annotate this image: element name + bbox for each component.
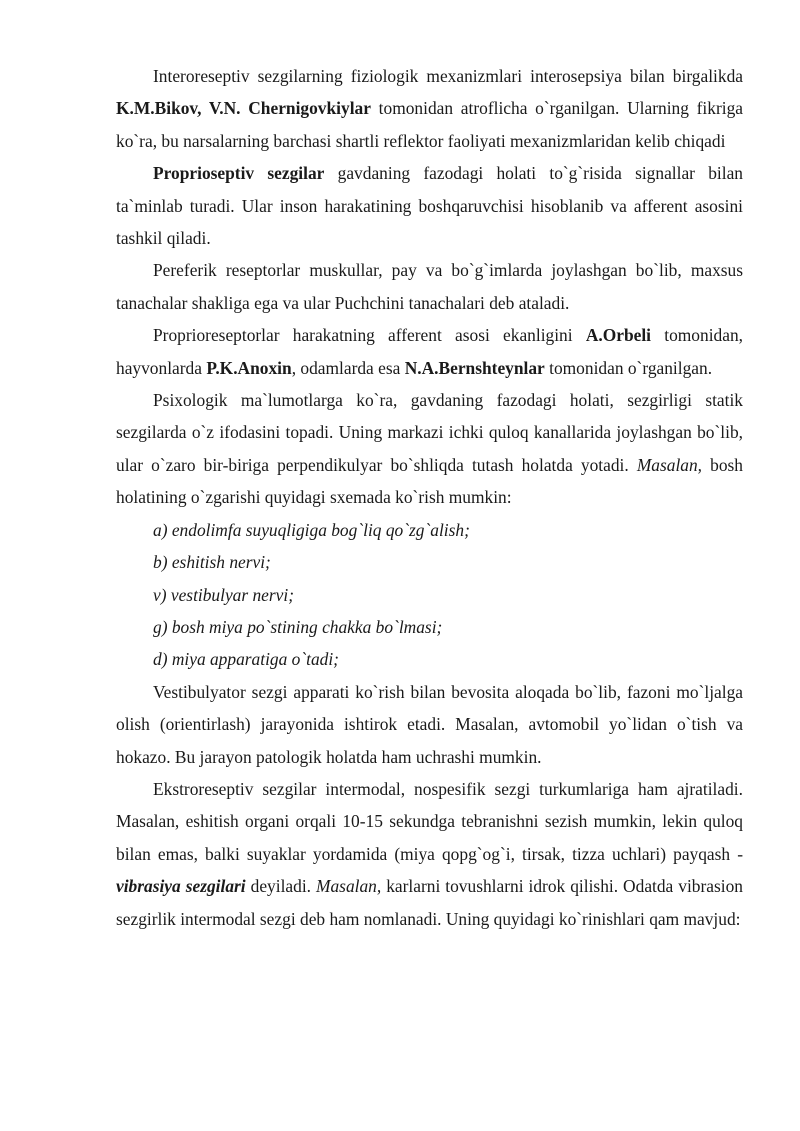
text-run: deyiladi. [245,876,316,897]
emphasis-text: Masalan, [316,876,382,897]
text-run: tomonidan atroflicha o`rganilgan. Ularning fikriga ko`ra, bu narsalarning barchasi shartli reflektor faoliyati mexanizmlaridan kelib chiqadi [116,98,743,151]
paragraph [116,254,743,319]
text-run: , odamlarda esa [291,357,405,378]
text-run: tomonidan, hayvonlarda [116,325,743,378]
emphasis-text: K.M.Bikov, V.N. Chernigovkiylar [116,98,371,119]
text-run: Vestibulyator sezgi apparati ko`rish bilan bevosita aloqada bo`lib, fazoni mo`ljalga olish (orientirlash) jarayonida ishtirok etadi. Masalan, avtomobil yo`lidan o`tish va hokazo. Bu jarayon patologik holatda ham uchrashi mumkin. [116,681,743,767]
paragraph [116,676,743,773]
paragraph [116,60,743,157]
text-run: gavdaning fazodagi holati to`g`risida signallar bilan ta`minlab turadi. Ular inson harakatining boshqaruvchisi hisoblanib va afferent asosini tashkil qiladi. [116,163,743,249]
text-run: Pereferik reseptorlar muskullar, pay va bo`g`imlarda joylashgan bo`lib, maxsus tanachalar shakliga ega va ular Puchchini tanachalari deb ataladi. [116,260,743,313]
emphasis-text: A.Orbeli [585,325,652,346]
emphasis-text: d) miya apparatiga o`tadi; [153,649,339,670]
list-item [116,579,743,611]
text-run: tomonidan o`rganilgan. [544,357,713,378]
emphasis-text: N.A.Bernshteynlar [404,357,545,378]
paragraph [116,384,743,514]
list-item [116,611,743,643]
paragraph [116,319,743,384]
list-item [116,546,743,578]
text-run: Interoreseptiv sezgilarning fiziologik mexanizmlari interosepsiya bilan birgalikda [153,66,743,86]
list-item [116,643,743,675]
text-run: Proprioreseptorlar harakatning afferent asosi ekanligini [153,325,586,346]
emphasis-text: b) eshitish nervi; [153,552,271,573]
text-run: bosh holatining o`zgarishi quyidagi sxemada ko`rish mumkin: [116,454,743,508]
text-run: Psixologik ma`lumotlarga ko`ra, gavdaning fazodagi holati, sezgirligi statik sezgilarda o`z ifodasini topadi. Uning markazi ichki quloq kanallarida joylashgan bo`lib, ular o`zaro bir-biriga perpendikulyar bo`shliqda tutash holatda yotadi. [116,390,743,475]
document-body [116,60,743,935]
paragraph [116,157,743,254]
emphasis-text: vibrasiya sezgilari [116,876,246,897]
emphasis-text: Proprioseptiv sezgilar [153,163,325,184]
list-item [116,514,743,546]
emphasis-text: g) bosh miya po`stining chakka bo`lmasi; [153,616,443,637]
emphasis-text: v) vestibulyar nervi; [153,584,295,605]
emphasis-text: a) endolimfa suyuqligiga bog`liq qo`zg`alish; [153,519,470,540]
emphasis-text: P.K.Anoxin [206,357,292,378]
paragraph [116,773,743,935]
text-run: Ekstroreseptiv sezgilar intermodal, nospesifik sezgi turkumlariga ham ajratiladi. Masalan, eshitish organi orqali 10-15 sekundga tebranishni sezish mumkin, lekin quloq bilan emas, balki suyaklar yordamida (miya qopg`og`i, tirsak, tizza uchlari) payqash - [116,778,743,864]
emphasis-text: Masalan, [636,454,703,475]
text-run: karlarni tovushlarni idrok qilishi. Odatda vibrasion sezgirlik intermodal sezgi deb ham nomlanadi. Uning quyidagi ko`rinishlari qam mavjud: [116,876,743,929]
